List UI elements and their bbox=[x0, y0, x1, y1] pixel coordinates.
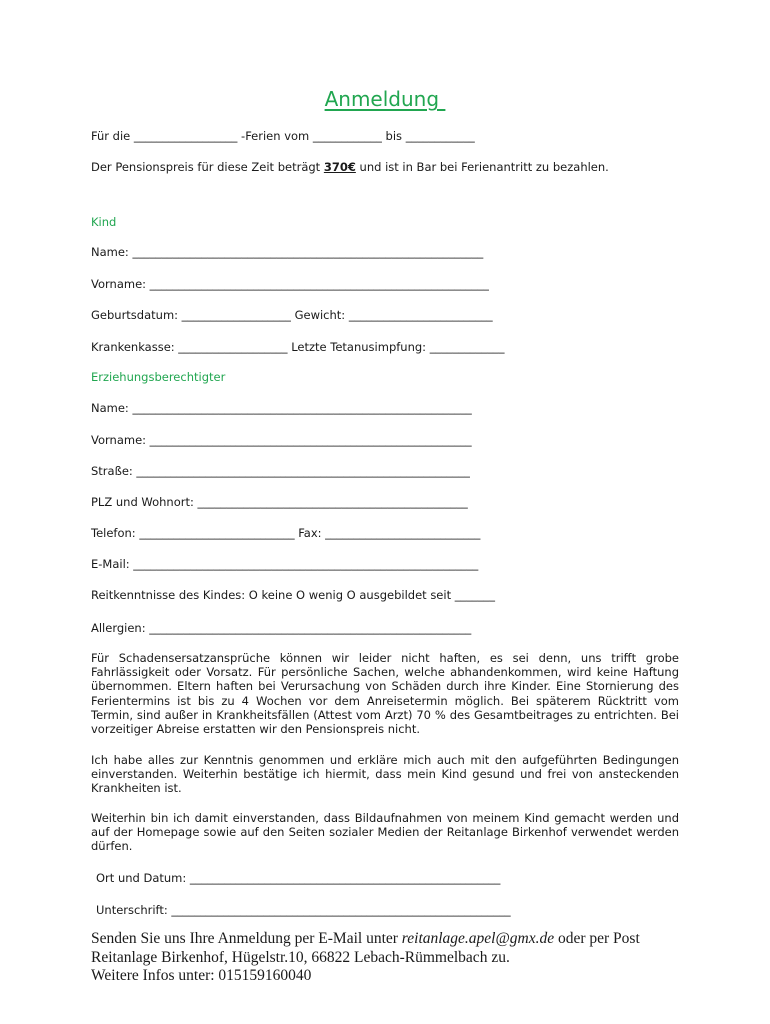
eltern-vorname-field: Vorname: ________________________________________________________ bbox=[91, 433, 472, 447]
kind-geburtsdatum-gewicht-field: Geburtsdatum: ___________________ Gewicht: _________________________ bbox=[91, 308, 493, 322]
allergien-field: Allergien: ________________________________________________________ bbox=[91, 621, 472, 635]
price-line bbox=[91, 160, 609, 174]
page-title: Anmeldung bbox=[324, 87, 446, 111]
ort-datum-field: Ort und Datum: ______________________________________________________ bbox=[96, 871, 501, 885]
kind-name-field: Name: _____________________________________________________________ bbox=[91, 245, 484, 259]
kind-vorname-field: Vorname: ___________________________________________________________ bbox=[91, 277, 489, 291]
footer-line-3: Weitere Infos unter: 015159160040 bbox=[91, 967, 312, 984]
footer-line-1-prefix: Senden Sie uns Ihre Anmeldung per E-Mail unter bbox=[91, 930, 402, 947]
footer-line-1-suffix: oder per Post bbox=[554, 930, 640, 947]
footer bbox=[91, 930, 731, 986]
unterschrift-field: Unterschrift: ___________________________________________________________ bbox=[96, 903, 511, 917]
footer-line-1 bbox=[91, 930, 731, 949]
eltern-strasse-field: Straße: __________________________________________________________ bbox=[91, 464, 470, 478]
section-heading-kind: Kind bbox=[91, 215, 117, 229]
footer-line-2: Reitanlage Birkenhof, Hügelstr.10, 66822 Lebach-Rümmelbach zu. bbox=[91, 948, 510, 966]
price-amount: 370€ bbox=[323, 160, 356, 174]
footer-email: reitanlage.apel@gmx.de bbox=[401, 930, 555, 947]
period-line: Für die __________________ -Ferien vom ____________ bis ____________ bbox=[91, 129, 475, 143]
eltern-telefon-fax-field: Telefon: ___________________________ Fax: ___________________________ bbox=[91, 526, 481, 540]
price-suffix: und ist in Bar bei Ferienantritt zu bezahlen. bbox=[355, 160, 609, 174]
consent-paragraph: Ich habe alles zur Kenntnis genommen und erkläre mich auch mit den aufgeführten Bedingungen einverstanden. Weiterhin bestätige ich hiermit, dass mein Kind gesund und frei von ansteckenden Krankheiten ist. bbox=[91, 753, 679, 796]
section-heading-erziehungsberechtigter: Erziehungsberechtigter bbox=[91, 370, 226, 384]
reitkenntnisse-field: Reitkenntnisse des Kindes: O keine O wenig O ausgebildet seit _______ bbox=[91, 588, 495, 602]
kind-krankenkasse-field: Krankenkasse: ___________________ Letzte Tetanusimpfung: _____________ bbox=[91, 340, 505, 354]
terms-paragraph: Für Schadensersatzansprüche können wir leider nicht haften, es sei denn, uns trifft grobe Fahrlässigkeit oder Vorsatz. Für persönliche Sachen, welche abhandenkommen, wird keine Haftung übernommen. Eltern haften bei Verursachung von Schäden durch ihre Kinder. Eine Stornierung des Ferientermins ist bis zu 4 Wochen vor dem Anreisetermin möglich. Bei späterem Rücktritt vom Termin, sind außer in Krankheitsfällen (Attest vom Arzt) 70 % des Gesamtbeitrages zu entrichten. Bei vorzeitiger Abreise erstatten wir den Pensionspreis nicht. bbox=[91, 651, 679, 737]
photo-consent-paragraph: Weiterhin bin ich damit einverstanden, dass Bildaufnahmen von meinem Kind gemacht werden und auf der Homepage sowie auf den Seiten sozialer Medien der Reitanlage Birkenhof verwendet werden dürfen. bbox=[91, 811, 679, 854]
eltern-plz-field: PLZ und Wohnort: _______________________________________________ bbox=[91, 495, 468, 509]
eltern-email-field: E-Mail: ____________________________________________________________ bbox=[91, 557, 479, 571]
eltern-name-field: Name: ___________________________________________________________ bbox=[91, 401, 472, 415]
price-prefix: Der Pensionspreis für diese Zeit beträgt bbox=[91, 160, 324, 174]
